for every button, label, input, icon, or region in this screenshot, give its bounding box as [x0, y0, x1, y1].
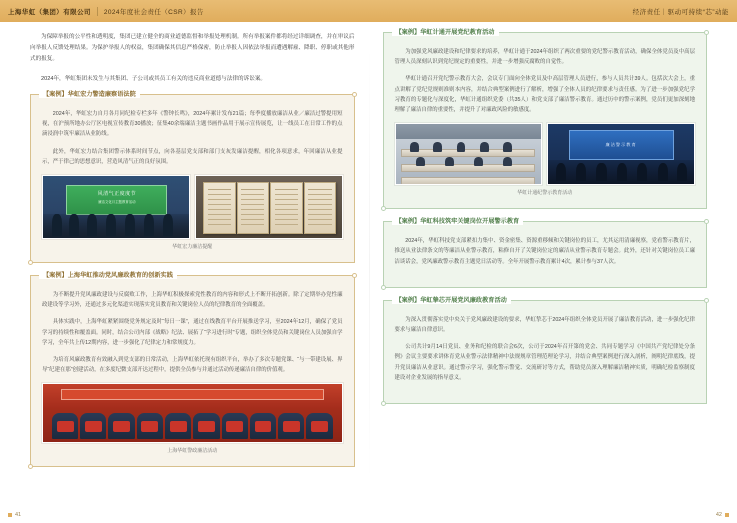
corner-dot [704, 298, 709, 303]
case-paragraph: 此外，华虹宏力结合集团警示体系时间节点，向各基层党支部和部门支灰发廉洁提醒，相化各项意求，年回廉洁从业提示，严于律己的思想意识，营造风清气正的良好氛围。 [42, 148, 343, 165]
case-box [30, 272, 355, 467]
stage-screen-title: 风清气正度度节 [97, 191, 137, 198]
page-body [0, 22, 737, 503]
corner-dot [28, 260, 33, 265]
section-title: 经济责任｜驱动可持续“芯”动能 [632, 8, 729, 16]
corner-dot [28, 464, 33, 469]
corner-dot [352, 92, 357, 97]
case-photo [547, 123, 695, 185]
case-box [383, 218, 708, 288]
case-box [30, 91, 355, 263]
corner-dot [381, 401, 386, 406]
case-title: 【案例】华虹挚芯开展党风廉政教育活动 [392, 295, 511, 304]
case-paragraph: 为深入贯彻落实党中央关于党风廉政建设的要求，华虹挚芯于2024年组织全体党员开展了廉洁教育活动，进一步强化纪律要求与廉洁自律意识。 [394, 316, 695, 334]
case-photo [195, 175, 343, 239]
case-paragraph: 为加强党风廉政建设和纪律要求的培养，华虹计通于2024年组织了两次重要的党纪警示教育活动，确保全体党员及中高层管理人员深刻认识到党纪规定的重要性，并进一步增强反腐败的自觉性。 [394, 49, 695, 66]
event-banner [61, 389, 324, 400]
corner-dot [352, 273, 357, 278]
case-box [383, 296, 708, 404]
stage-screen-subtitle: 廉洁文化月主题教育活动 [98, 199, 136, 204]
photo-scene-stage [43, 176, 189, 238]
photo-scene-group [43, 384, 342, 442]
intro-paragraph: 2024年，华虹集团未发生与其集团、子公司或其员工有关的违反商业道德与法律的诉讼案。 [41, 76, 267, 82]
case-title: 【案例】华虹计通开展党纪教育活动 [392, 27, 499, 36]
meeting-front-wall [396, 124, 542, 138]
company-name: 上海华虹（集团）有限公司 [8, 8, 91, 16]
page-marker-icon [8, 513, 12, 517]
case-paragraph: 2024年，华虹科技党支部紧扣力集中、资金密集、资源重移倾和关键岗位的员工，尤其运用清廉视察，党看警示教育片，推送从业法律条文的等廉洁从业警示教育，粘修自开了关键岗位定的廉洁从业警示教育专题会。此外，还针对关键岗位员工廉洁谈话会，党风廉政警示教育主题党日活动等。全年开展警示教育累计4次，累计参与37人次。 [394, 238, 695, 265]
page-number-right [716, 512, 729, 518]
case-paragraph: 公司共计9月14日党员、业务和纪检的联合会6次，公司于2024年召开第的党会、共同专题学习《中国共产党纪律处分条例》会议主要要求讲体育党从业警示法律精神中法规规章管理范理论学习，并结合典型案例进行深入剖析，阐明纪律底线，提升党员廉洁从业意识。通过警示学习，强化警示警觉、交流研讨等方式，帮助党员深入理解廉洁精神实质，明确纪检监察制度建设对企业发展的指导意义。 [394, 344, 695, 381]
stage-screen [66, 185, 167, 216]
corner-dot [704, 219, 709, 224]
case-photo [395, 123, 543, 185]
left-column [0, 32, 369, 503]
document-title: 2024年度社会责任（CSR）报告 [103, 8, 204, 16]
photo-caption: 华虹宏力廉洁提醒 [172, 244, 213, 251]
case-paragraph: 具体实践中，上海华虹紧紧围绕党务规定及时“每日一课”，通过在线教育平台开展推送学习，至2024年12月，确保了党员学习的持续性和覆盖面。同时，结合公司内部《战略》纪法、展拓了“学习进行时”专题，组织全体党员和关键岗位人员加强自学学习，全年共上传12期内容，进一步强化了纪律定力和常规度力。 [42, 319, 343, 346]
page-header [0, 0, 737, 22]
intro-paragraph: 为保障举报的公平性和透明度，集团已建立健全的商业道德监督和举报处理机制。所有举报案件都将经过详细调查，并在审议后向举报人反馈处理结果。为保护举报人的权益，集团确保其信息严格保密，防止举报人因依法举报而遭遇解雇、降职、停职或其他形式的报复。 [30, 34, 355, 62]
case-paragraph: 华虹计通召开党纪警示教育大会，会议专门面向全体党员及中高层管理人员进行，参与人员共计39人。包括次大会上，重点讲解了党纪党规则准则本内容，并结合典型案例进行了解析，增强了全体人员的纪律要求与责任感。为了进一步加强党纪学习教育的专题化与深度化，华虹计通组织党委（共35人）和党支部了廉洁警示教育。通过历中的警示案例，党员们更加深刻地理解了廉洁自律的重要性，并提升了对廉政风险的敏感度。 [394, 76, 695, 114]
corner-dot [704, 30, 709, 35]
case-title: 【案例】上海华虹推动党风廉政教育的创新实践 [39, 270, 177, 279]
case-title: 【案例】华虹科技筑牢关键岗位开展警示教育 [392, 216, 524, 225]
case-title: 【案例】华虹宏力警造廉察语法院 [39, 89, 140, 98]
photo-caption: 华虹计通纪警示教育活动 [517, 190, 573, 197]
photo-scene-screen [548, 124, 694, 184]
photo-scene-documents [196, 176, 342, 238]
screen-text: 廉洁警示教育 [605, 142, 637, 148]
header-divider [97, 7, 98, 16]
page-number-left [8, 512, 21, 518]
case-box [383, 29, 708, 209]
case-paragraph: 2024年，华虹宏力自月各月同纪检专栏多年《警钟长鸣》，2024年累计发布21篇；每季度播放廉洁从业／廉洁过警提用短视，在沪预所地办公厅区电视宣传教育30播放；征集40余端廉洁主题书画作品用于展示宣传展览，让一线员工在日常工作的点滴浸润中筑牢廉洁从业防线。 [42, 111, 343, 138]
case-paragraph: 为培育风廉政教育有效融入到党支部的日常活动，上海华虹依托现有组织平台，举办了多次专题党课、“与一带建设展、界导“纪建在那”创建活动，在多度纪微支部开达过程中，提供全员参与并通过活动传递廉洁自律的价值观。 [42, 357, 343, 374]
corner-dot [381, 206, 386, 211]
page-footer [0, 503, 737, 523]
case-photo [42, 383, 343, 443]
case-paragraph: 为不断提升党风廉政建设与反腐败工作，上海华虹积极探索党性教育的内容和形式上不断开拓创新。除了定期举办党性廉政建设等学习外，还通过多元化渠道实现落实党员教育和关键岗位人员的纪律教育的全面覆盖。 [42, 292, 343, 309]
case-photo-group [395, 123, 696, 185]
page-number-right-text: 42 [715, 512, 722, 518]
page-marker-icon [725, 513, 729, 517]
case-photo-group [42, 383, 343, 443]
case-photo-group [42, 175, 343, 239]
case-photo [42, 175, 190, 239]
photo-caption: 上海华虹警政廉洁活动 [167, 448, 218, 455]
corner-dot [381, 285, 386, 290]
photo-scene-meeting [396, 124, 542, 184]
presentation-screen [569, 130, 674, 160]
people-row [52, 409, 333, 439]
page-number-left-text: 41 [15, 512, 22, 518]
right-column [369, 29, 737, 503]
